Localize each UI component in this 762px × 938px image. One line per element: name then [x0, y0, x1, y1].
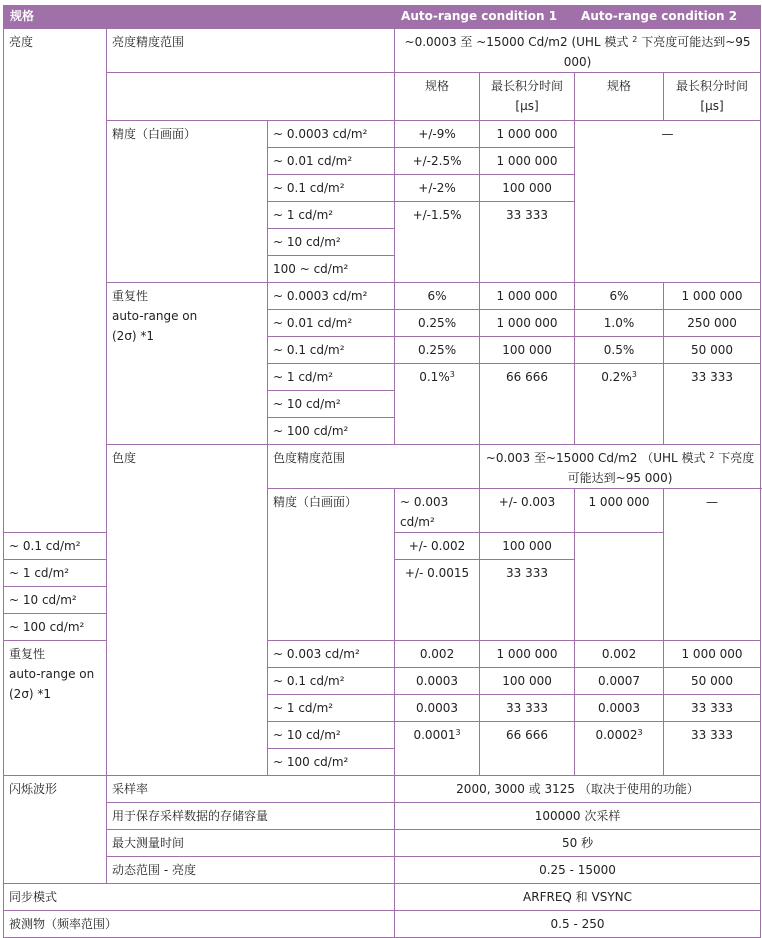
spec-cell: +/-2.5% — [395, 148, 480, 175]
level-cell: ~ 0.0003 cd/m² — [268, 283, 395, 310]
header-row — [4, 6, 761, 29]
level-cell: ~ 0.003 cd/m² — [268, 641, 395, 668]
lum-acc-cond2-dash: — — [575, 121, 761, 283]
spec-cell: 0.0007 — [575, 668, 664, 695]
lum-acc-label: 精度（白画面） — [107, 121, 268, 283]
spec-cell: 0.25% — [395, 310, 480, 337]
lum-range-value: ~0.0003 至 ~15000 Cd/m2 (UHL 模式 $^2$ 下亮度可能达到~95 000) — [395, 29, 761, 73]
level-cell: ~ 10 cd/m² — [268, 229, 395, 256]
spec-cell: 0.2%$^3$ — [575, 364, 664, 445]
level-cell: ~ 10 cd/m² — [268, 391, 395, 418]
spec-cell: +/-9% — [395, 121, 480, 148]
table-row — [4, 776, 761, 803]
time-cell: 1 000 000 — [664, 283, 761, 310]
time-cell: 100 000 — [480, 337, 575, 364]
level-cell: ~ 0.1 cd/m² — [268, 175, 395, 202]
spec-cell: 0.0001$^3$ — [395, 722, 480, 776]
level-cell: ~ 0.0003 cd/m² — [268, 121, 395, 148]
header-cond2: Auto-range condition 2 — [575, 6, 761, 29]
flicker-row-name: 动态范围 - 亮度 — [107, 857, 395, 884]
level-cell: ~ 0.1 cd/m² — [268, 337, 395, 364]
level-cell: ~ 1 cd/m² — [4, 560, 107, 587]
level-cell: ~ 100 cd/m² — [268, 418, 395, 445]
spec-cell: 0.002 — [575, 641, 664, 668]
time-cell: 50 000 — [664, 337, 761, 364]
level-cell: ~ 100 cd/m² — [4, 614, 107, 641]
chroma-label: 色度 — [107, 445, 268, 776]
level-cell: ~ 0.01 cd/m² — [268, 310, 395, 337]
lum-rep-label: 重复性 auto-range on (2σ) *1 — [107, 283, 268, 445]
spec-cell: 0.5% — [575, 337, 664, 364]
table-row — [4, 803, 761, 830]
table-row — [4, 121, 761, 148]
time-cell: 50 000 — [664, 668, 761, 695]
lum-subheader-row — [4, 73, 761, 121]
time-cell: 100 000 — [480, 175, 575, 202]
lum-range-label: 亮度精度范围 — [107, 29, 395, 73]
time-cell: 1 000 000 — [664, 641, 761, 668]
lum-sub-spec-1: 规格 — [395, 73, 480, 121]
spec-cell: 0.1%$^3$ — [395, 364, 480, 445]
table-row — [4, 857, 761, 884]
flicker-row-name: 用于保存采样数据的存储容量 — [107, 803, 395, 830]
time-cell: 1 000 000 — [575, 489, 664, 533]
sync-value: ARFREQ 和 VSYNC — [395, 884, 761, 911]
chroma-range-value: ~0.003 至~15000 Cd/m2 （UHL 模式 $^2$ 下亮度可能达到~95 000) — [480, 445, 761, 489]
time-cell: 33 333 — [480, 695, 575, 722]
spec-cell: +/-1.5% — [395, 202, 480, 283]
chroma-acc-label: 精度（白画面） — [268, 489, 395, 641]
spec-table — [3, 5, 761, 938]
dut-value: 0.5 - 250 — [395, 911, 761, 938]
time-cell: 33 333 — [664, 695, 761, 722]
lum-sub-spec-2: 规格 — [575, 73, 664, 121]
level-cell: ~ 10 cd/m² — [268, 722, 395, 749]
time-cell: 1 000 000 — [480, 283, 575, 310]
lum-range-row — [4, 29, 761, 73]
flicker-row-name: 采样率 — [107, 776, 395, 803]
time-cell: 33 333 — [480, 202, 575, 283]
chroma-rep-label: 重复性 auto-range on (2σ) *1 — [4, 641, 107, 776]
level-cell: ~ 1 cd/m² — [268, 695, 395, 722]
level-cell: ~ 0.1 cd/m² — [268, 668, 395, 695]
spec-cell: 6% — [395, 283, 480, 310]
time-cell: 1 000 000 — [480, 121, 575, 148]
table-row — [4, 830, 761, 857]
spec-cell: +/- 0.003 — [480, 489, 575, 533]
time-cell: 1 000 000 — [480, 148, 575, 175]
time-cell: 66 666 — [480, 364, 575, 445]
table-row — [4, 283, 761, 310]
time-cell: 250 000 — [664, 310, 761, 337]
level-cell: ~ 1 cd/m² — [268, 364, 395, 391]
blank-cell — [107, 73, 395, 121]
spec-cell: 0.25% — [395, 337, 480, 364]
spec-cell: 0.0003 — [575, 695, 664, 722]
spec-cell: 0.0003 — [395, 668, 480, 695]
time-cell: 33 333 — [480, 560, 575, 641]
header-cond1: Auto-range condition 1 — [395, 6, 575, 29]
level-cell: ~ 0.01 cd/m² — [268, 148, 395, 175]
level-cell: ~ 0.003 cd/m² — [395, 489, 480, 533]
spec-cell: 0.0003 — [395, 695, 480, 722]
time-cell: 33 333 — [664, 722, 761, 776]
level-cell: ~ 100 cd/m² — [268, 749, 395, 776]
table-row — [4, 884, 761, 911]
flicker-row-value: 0.25 - 15000 — [395, 857, 761, 884]
spec-cell: +/-2% — [395, 175, 480, 202]
spec-cell: +/- 0.002 — [395, 533, 480, 560]
chroma-range-label: 色度精度范围 — [268, 445, 480, 489]
level-cell: ~ 1 cd/m² — [268, 202, 395, 229]
time-cell: 1 000 000 — [480, 641, 575, 668]
flicker-row-value: 100000 次采样 — [395, 803, 761, 830]
spec-cell: +/- 0.0015 — [395, 560, 480, 641]
chroma-range-row — [4, 445, 761, 489]
lum-sub-time-1: 最长积分时间 [µs] — [480, 73, 575, 121]
time-cell: 66 666 — [480, 722, 575, 776]
chroma-acc-cond2-dash: — — [664, 489, 761, 641]
dut-label: 被测物（频率范围） — [4, 911, 395, 938]
level-cell: ~ 0.1 cd/m² — [4, 533, 107, 560]
table-row — [4, 911, 761, 938]
spec-cell: 1.0% — [575, 310, 664, 337]
time-cell: 100 000 — [480, 533, 575, 560]
spec-cell: 0.002 — [395, 641, 480, 668]
time-cell: 100 000 — [480, 668, 575, 695]
flicker-row-value: 50 秒 — [395, 830, 761, 857]
flicker-row-name: 最大测量时间 — [107, 830, 395, 857]
flicker-label: 闪烁波形 — [4, 776, 107, 884]
time-cell: 33 333 — [664, 364, 761, 445]
sync-label: 同步模式 — [4, 884, 395, 911]
header-spec: 规格 — [4, 6, 395, 29]
lum-sub-time-2: 最长积分时间 [µs] — [664, 73, 761, 121]
level-cell: 100 ~ cd/m² — [268, 256, 395, 283]
spec-cell: 0.0002$^3$ — [575, 722, 664, 776]
level-cell: ~ 10 cd/m² — [4, 587, 107, 614]
flicker-row-value: 2000, 3000 或 3125 （取决于使用的功能） — [395, 776, 761, 803]
lum-label: 亮度 — [4, 29, 107, 533]
spec-cell: 6% — [575, 283, 664, 310]
time-cell: 1 000 000 — [480, 310, 575, 337]
